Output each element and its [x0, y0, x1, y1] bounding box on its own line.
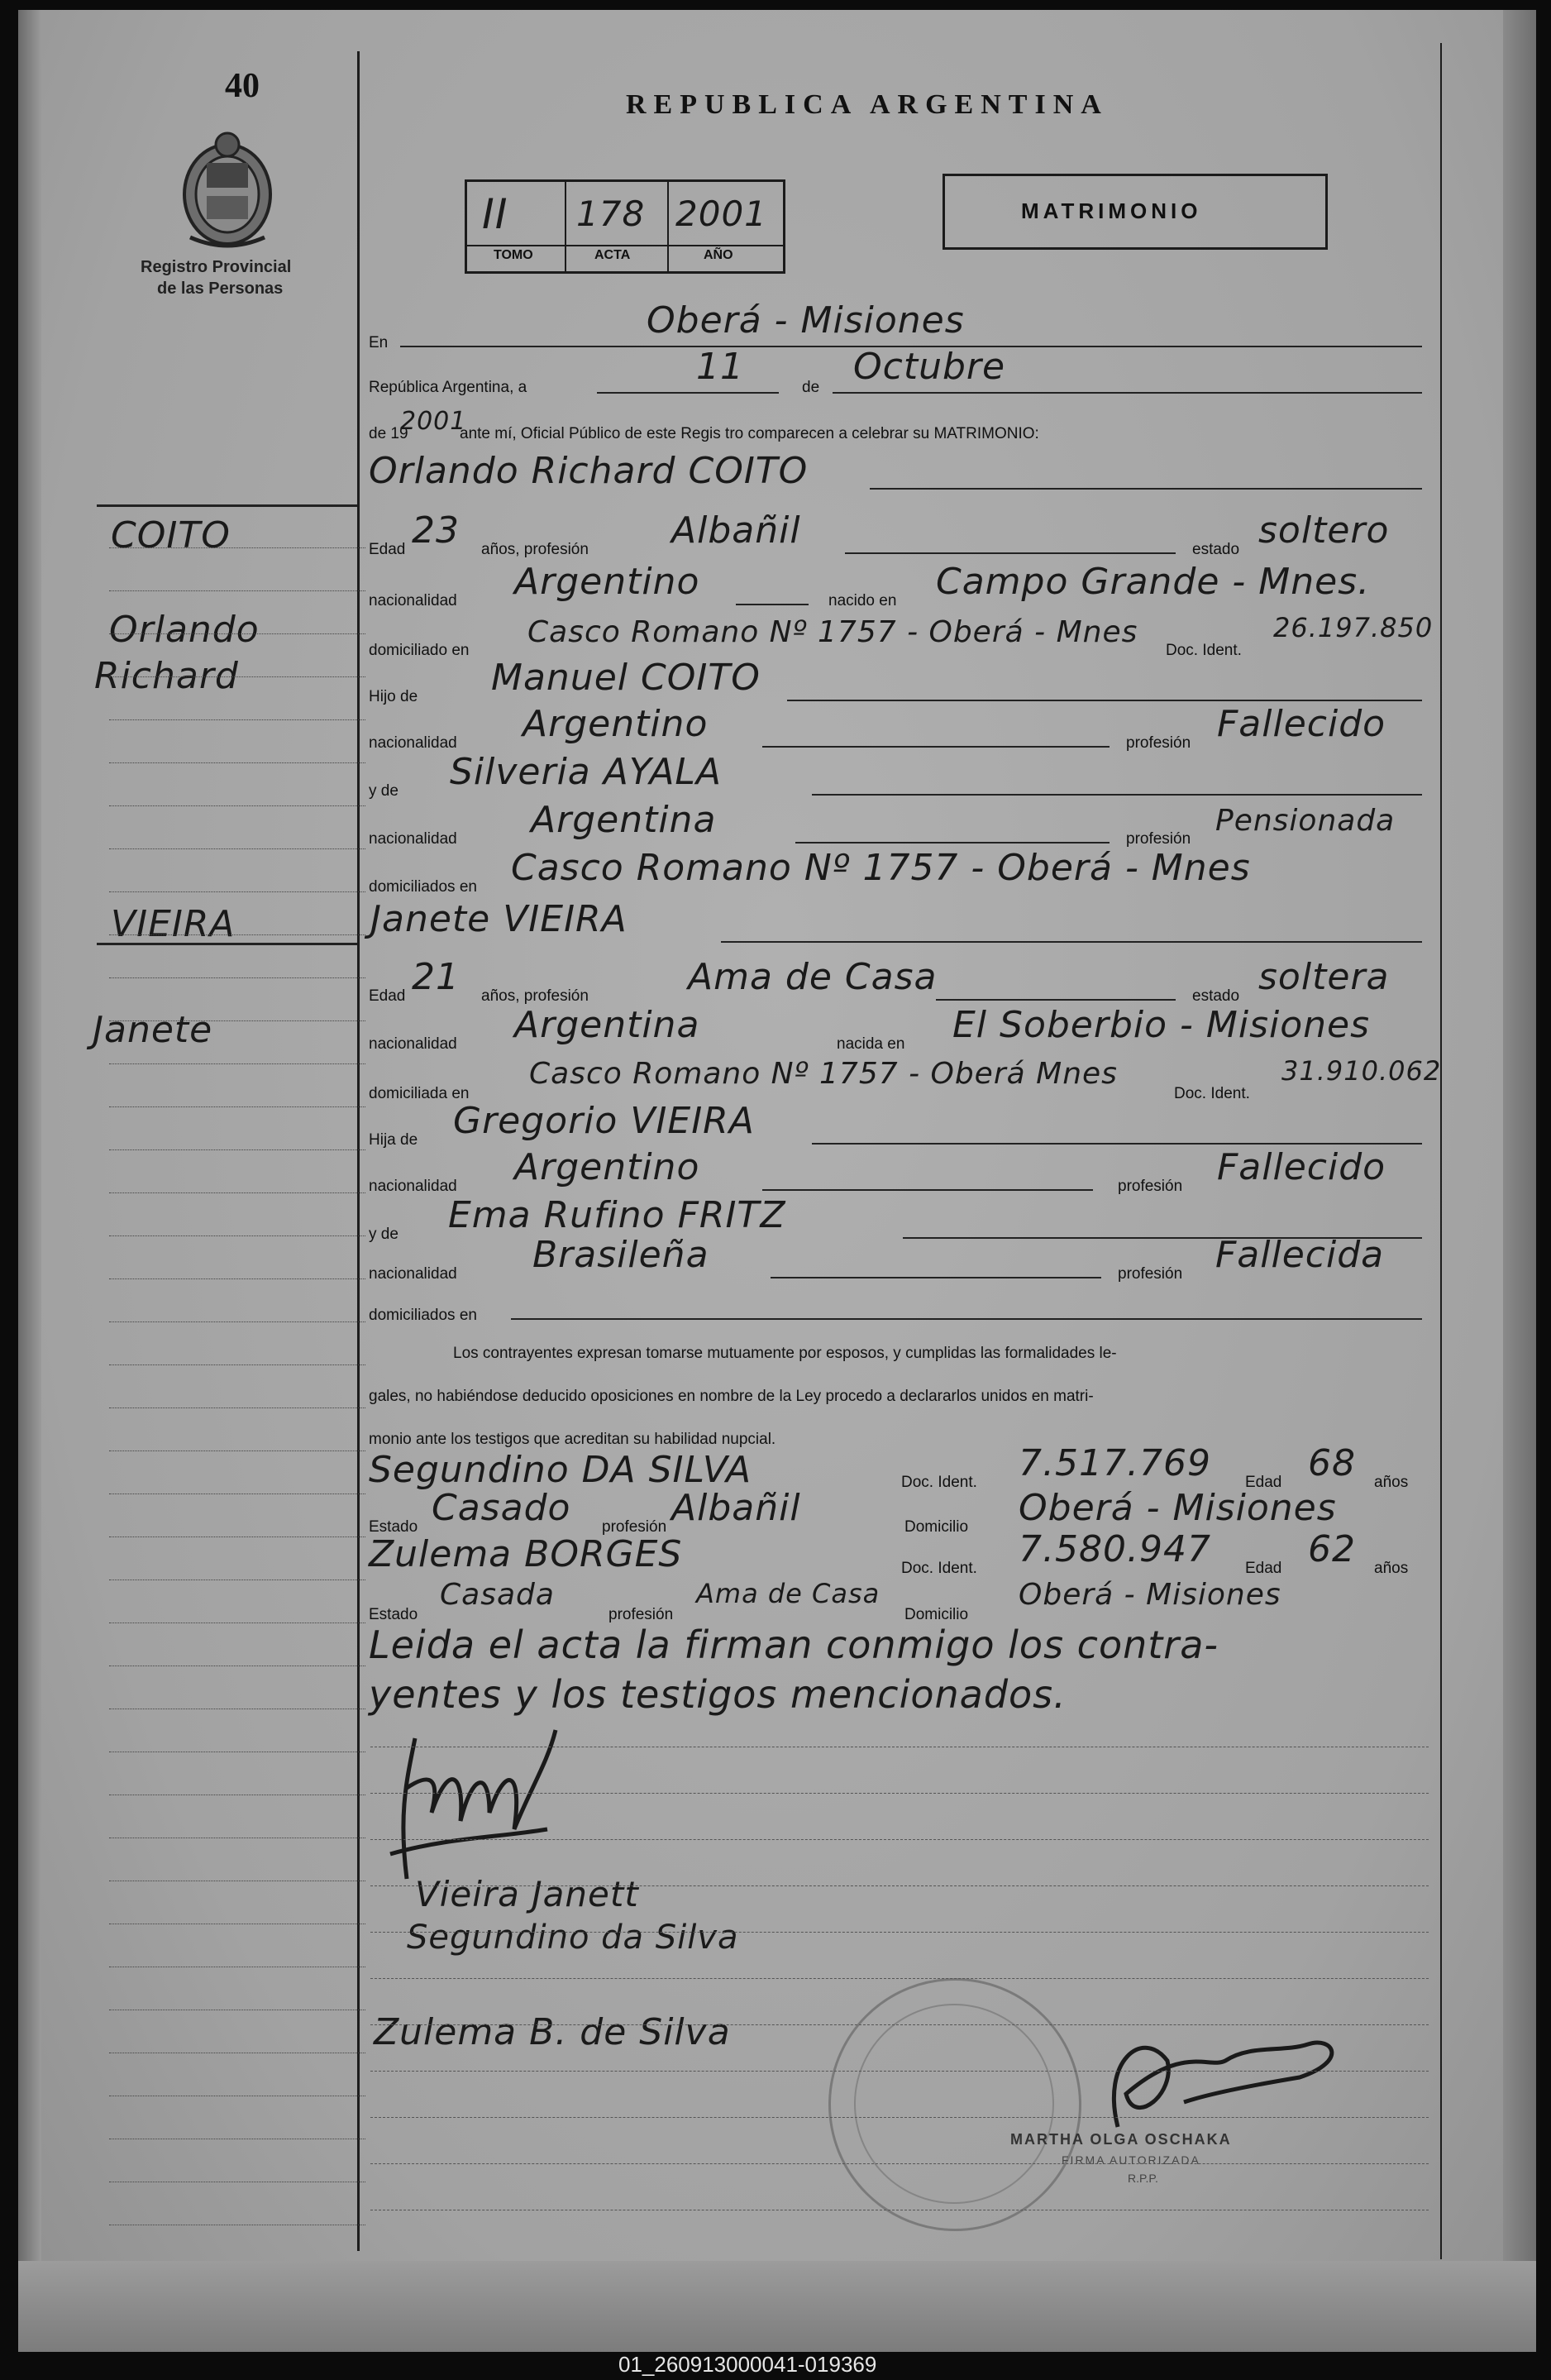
republica-label: República Argentina, a [369, 379, 527, 396]
margin-ruling [109, 977, 365, 978]
witness-2-signature: Zulema B. de Silva [374, 2011, 731, 2053]
bride-mother-prof-label: profesión [1118, 1265, 1183, 1283]
bride-address: Casco Romano Nº 1757 - Oberá Mnes [529, 1057, 1118, 1091]
margin-ruling [109, 633, 365, 634]
margin-ruling [109, 848, 365, 849]
page-number: 40 [225, 67, 260, 105]
ano-value: 2001 [675, 194, 767, 234]
body-ruling [370, 1839, 1429, 1840]
document-page [18, 10, 1536, 2352]
coat-of-arms-emblem [174, 122, 281, 254]
witness-1-domicilio-label: Domicilio [904, 1518, 969, 1536]
groom-margin-name-2: Richard [94, 655, 239, 697]
groom-doc: 26.197.850 [1273, 612, 1434, 643]
formal-text-line-1: Los contrayentes expresan tomarse mutuamente por esposos, y cumplidas las formalidades le- [453, 1345, 1117, 1362]
bride-birthplace: El Soberbio - Misiones [952, 1004, 1371, 1046]
witness-2-anos-label: años [1374, 1560, 1409, 1577]
bride-margin-surname: VIEIRA [111, 903, 236, 945]
groom-father-prof: Fallecido [1217, 703, 1386, 745]
margin-ruling [109, 676, 365, 677]
margin-ruling [109, 1063, 365, 1064]
bride-mother: Ema Rufino FRITZ [448, 1194, 786, 1236]
margin-ruling [109, 1536, 365, 1537]
declaration-text: ante mí, Oficial Público de este Regis tro comparecen a celebrar su MATRIMONIO: [460, 425, 1039, 442]
groom-estado: soltero [1258, 509, 1390, 552]
bride-nationality: Argentina [514, 1004, 700, 1046]
bride-father-nat-label: nacionalidad [369, 1178, 457, 1195]
witness-1-estado: Casado [432, 1487, 571, 1529]
bride-estado-label: estado [1192, 987, 1240, 1005]
groom-margin-surname: COITO [111, 514, 231, 557]
formal-text-line-3: monio ante los testigos que acreditan su habilidad nupcial. [369, 1431, 776, 1448]
groom-age: 23 [412, 509, 460, 552]
witness-1-estado-label: Estado [369, 1518, 418, 1536]
page-bottom-shadow [18, 2261, 1536, 2352]
margin-ruling [109, 1364, 365, 1365]
groom-address: Casco Romano Nº 1757 - Oberá - Mnes [527, 615, 1138, 649]
bride-mother-nat: Brasileña [532, 1234, 709, 1276]
margin-ruling [109, 934, 365, 935]
formal-text-line-2: gales, no habiéndose deducido oposiciones en nombre de la Ley procedo a declararlos unidos en matri- [369, 1388, 1094, 1405]
groom-edad-label: Edad [369, 541, 406, 558]
groom-nacido-label: nacido en [828, 592, 897, 609]
registry-line-1: Registro Provincial [141, 258, 292, 276]
witness-2-estado: Casada [440, 1578, 555, 1612]
witness-1-name: Segundino DA SILVA [369, 1449, 752, 1491]
body-ruling [370, 2163, 1429, 2164]
witness-1-doc-label: Doc. Ident. [901, 1474, 977, 1491]
margin-ruling [109, 762, 365, 763]
margin-ruling [109, 1278, 365, 1279]
tomo-value: II [482, 190, 508, 238]
groom-full-name: Orlando Richard COITO [369, 450, 809, 492]
bride-nacionalidad-label: nacionalidad [369, 1035, 457, 1053]
witness-2-doc-label: Doc. Ident. [901, 1560, 977, 1577]
bride-father-prof: Fallecido [1217, 1146, 1386, 1188]
margin-ruling [109, 719, 365, 720]
official-stamp-seal [828, 1978, 1081, 2231]
groom-y-de-label: y de [369, 782, 398, 800]
witness-2-age: 62 [1308, 1528, 1356, 1570]
groom-domiciliado-label: domiciliado en [369, 642, 470, 659]
body-ruling [370, 2117, 1429, 2118]
acta-label: ACTA [594, 248, 631, 262]
margin-ruling [109, 1450, 365, 1451]
groom-mother-prof: Pensionada [1215, 804, 1396, 838]
bride-father-nat: Argentino [514, 1146, 700, 1188]
bride-edad-label: Edad [369, 987, 406, 1005]
groom-father: Manuel COITO [491, 657, 761, 699]
groom-mother-nat-label: nacionalidad [369, 830, 457, 848]
margin-ruling [109, 1020, 365, 1021]
bride-mother-nat-label: nacionalidad [369, 1265, 457, 1283]
witness-2-estado-label: Estado [369, 1606, 418, 1623]
body-ruling [370, 1793, 1429, 1794]
witness-1-profession: Albañil [671, 1487, 801, 1529]
month-value: Octubre [853, 346, 1006, 388]
witness-1-anos-label: años [1374, 1474, 1409, 1491]
margin-ruling [109, 1192, 365, 1193]
groom-parents-address: Casco Romano Nº 1757 - Oberá - Mnes [511, 847, 1251, 889]
margin-rule [357, 51, 360, 2251]
closing-line-2: yentes y los testigos mencionados. [369, 1672, 1067, 1717]
witness-2-domicilio-label: Domicilio [904, 1606, 969, 1623]
margin-ruling [109, 547, 365, 548]
witness-1-profesion-label: profesión [602, 1518, 667, 1536]
margin-ruling [109, 1321, 365, 1322]
book-spine [1503, 10, 1536, 2352]
act-type-label: MATRIMONIO [1021, 198, 1202, 223]
bride-y-de-label: y de [369, 1226, 398, 1243]
witness-1-doc: 7.517.769 [1019, 1442, 1211, 1484]
body-ruling [370, 1932, 1429, 1933]
bride-mother-prof: Fallecida [1215, 1234, 1385, 1276]
bride-domiciliados-label: domiciliados en [369, 1307, 477, 1324]
groom-hijo-label: Hijo de [369, 688, 418, 705]
groom-father-nat-label: nacionalidad [369, 734, 457, 752]
right-rule [1440, 43, 1442, 2259]
groom-profession: Albañil [671, 509, 801, 552]
witness-2-domicile: Oberá - Misiones [1019, 1578, 1281, 1612]
margin-ruling [109, 891, 365, 892]
witness-2-profession: Ama de Casa [696, 1578, 880, 1609]
en-label: En [369, 334, 389, 351]
groom-estado-label: estado [1192, 541, 1240, 558]
margin-ruling [109, 805, 365, 806]
day-value: 11 [696, 346, 744, 388]
groom-father-prof-label: profesión [1126, 734, 1191, 752]
body-ruling [370, 2024, 1429, 2025]
groom-signature [382, 1713, 597, 1895]
bride-anos-profesion-label: años, profesión [481, 987, 589, 1005]
groom-anos-profesion-label: años, profesión [481, 541, 589, 558]
groom-mother: Silveria AYALA [450, 751, 723, 793]
groom-margin-name-1: Orlando [109, 609, 260, 651]
margin-ruling [109, 1149, 365, 1150]
ano-label: AÑO [704, 248, 733, 262]
bride-hija-label: Hija de [369, 1131, 418, 1149]
margin-ruling [109, 1493, 365, 1494]
officer-org: R.P.P. [1128, 2172, 1158, 2185]
bride-doc-label: Doc. Ident. [1174, 1085, 1250, 1102]
groom-domiciliados-label: domiciliados en [369, 878, 477, 896]
witness-1-signature: Segundino da Silva [407, 1919, 739, 1957]
body-ruling [370, 2071, 1429, 2072]
groom-mother-nat: Argentina [531, 799, 717, 841]
de-label: de [802, 379, 820, 396]
groom-birthplace: Campo Grande - Mnes. [936, 561, 1371, 603]
act-number-box [465, 179, 785, 274]
registry-line-2: de las Personas [157, 280, 284, 298]
bride-father: Gregorio VIEIRA [453, 1100, 755, 1142]
bride-signature: Vieira Janett [415, 1874, 639, 1914]
witness-1-age: 68 [1308, 1442, 1356, 1484]
margin-ruling [109, 1235, 365, 1236]
officer-title: FIRMA AUTORIZADA [1062, 2153, 1200, 2167]
witness-2-name: Zulema BORGES [369, 1533, 683, 1575]
bride-father-prof-label: profesión [1118, 1178, 1183, 1195]
groom-mother-prof-label: profesión [1126, 830, 1191, 848]
bride-estado: soltera [1258, 956, 1390, 998]
body-ruling [370, 1978, 1429, 1979]
officer-name: MARTHA OLGA OSCHAKA [1010, 2131, 1232, 2148]
bride-domiciliada-label: domiciliada en [369, 1085, 470, 1102]
groom-father-nat: Argentino [523, 703, 709, 745]
image-caption: 01_260913000041-019369 [618, 2352, 877, 2377]
witness-1-edad-label: Edad [1245, 1474, 1282, 1491]
body-ruling [370, 1885, 1429, 1886]
bride-full-name: Janete VIEIRA [370, 898, 628, 940]
bride-margin-name: Janete [93, 1009, 213, 1051]
margin-ruling [109, 1579, 365, 1580]
page-left-edge [18, 10, 41, 2352]
witness-2-doc: 7.580.947 [1019, 1528, 1211, 1570]
groom-nacionalidad-label: nacionalidad [369, 592, 457, 609]
groom-doc-label: Doc. Ident. [1166, 642, 1242, 659]
de19-label: de 19 [369, 425, 408, 442]
margin-ruling [109, 590, 365, 591]
tomo-label: TOMO [494, 248, 533, 262]
witness-1-domicile: Oberá - Misiones [1019, 1487, 1337, 1529]
place-value: Oberá - Misiones [647, 299, 965, 342]
witness-2-profesion-label: profesión [608, 1606, 674, 1623]
bride-age: 21 [412, 956, 460, 998]
acta-value: 178 [576, 194, 646, 234]
closing-line-1: Leida el acta la firman conmigo los contra- [369, 1623, 1219, 1667]
year-value: 2001 [400, 407, 467, 436]
margin-ruling [109, 1106, 365, 1107]
country-heading: REPUBLICA ARGENTINA [626, 89, 1109, 120]
groom-nationality: Argentino [514, 561, 700, 603]
bride-profession: Ama de Casa [688, 956, 938, 998]
bride-doc: 31.910.062 [1281, 1055, 1442, 1087]
margin-ruling [109, 1407, 365, 1408]
act-type-box [943, 174, 1328, 250]
bride-nacida-label: nacida en [837, 1035, 905, 1053]
witness-2-edad-label: Edad [1245, 1560, 1282, 1577]
